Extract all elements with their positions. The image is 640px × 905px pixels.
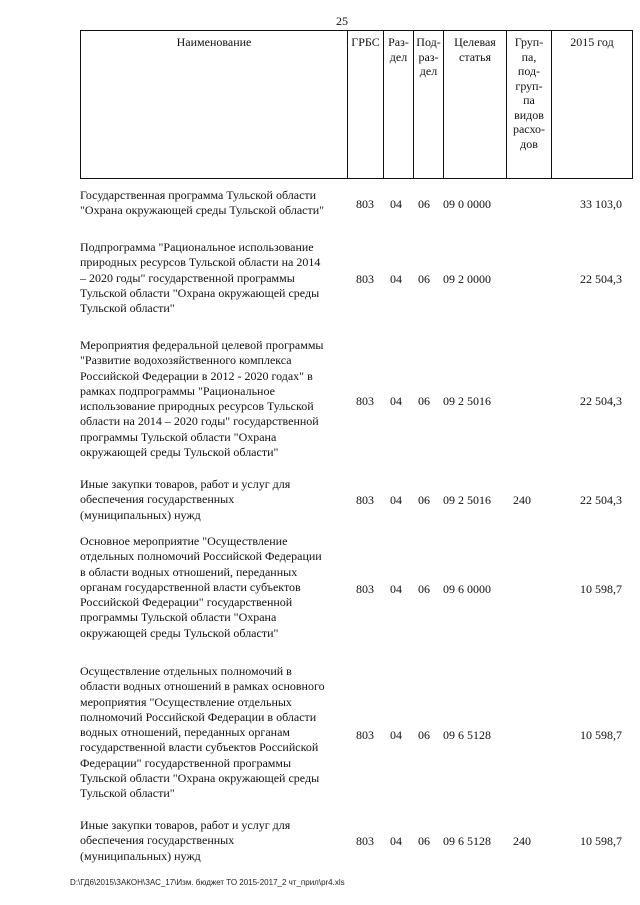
row-target-article: 09 2 5016 bbox=[443, 493, 491, 507]
row-amount: 10 598,7 bbox=[580, 728, 622, 742]
row-amount: 10 598,7 bbox=[580, 834, 622, 848]
row-podrazdel: 06 bbox=[418, 582, 430, 596]
row-podrazdel: 06 bbox=[418, 197, 430, 211]
row-amount: 33 103,0 bbox=[580, 197, 622, 211]
row-razdel: 04 bbox=[390, 728, 402, 742]
row-podrazdel: 06 bbox=[418, 272, 430, 286]
row-grbs: 803 bbox=[356, 272, 374, 286]
row-grbs: 803 bbox=[356, 834, 374, 848]
row-amount: 22 504,3 bbox=[580, 394, 622, 408]
row-grbs: 803 bbox=[356, 728, 374, 742]
row-podrazdel: 06 bbox=[418, 834, 430, 848]
row-name: Мероприятия федеральной целевой программы "Развитие водохозяйственного комплекса Российской Федерации в 2012 - 2020 годах" в рамках подпрограммы "Рациональное использование природных ресурсов Тульской области на 2014 – 2020 годы" государственной программы Тульской области "Охрана окружающей среды Тульской области" bbox=[80, 338, 324, 460]
row-target-article: 09 6 5128 bbox=[443, 728, 491, 742]
row-grbs: 803 bbox=[356, 394, 374, 408]
row-expense-group: 240 bbox=[513, 834, 531, 848]
page-number: 25 bbox=[336, 14, 348, 28]
row-amount: 22 504,3 bbox=[580, 493, 622, 507]
row-target-article: 09 6 5128 bbox=[443, 834, 491, 848]
row-name: Иные закупки товаров, работ и услуг для обеспечения государственных (муниципальных) нужд bbox=[80, 818, 291, 863]
row-podrazdel: 06 bbox=[418, 394, 430, 408]
row-name: Основное мероприятие "Осуществление отдельных полномочий Российской Федерации в области водных отношений, переданных органам государственной власти субъектов Российской Федерации" государственной программы Тульской области "Охрана окружающей среды Тульской области" bbox=[80, 534, 322, 640]
row-razdel: 04 bbox=[390, 582, 402, 596]
header-grbs: ГРБС bbox=[348, 31, 384, 179]
table-header bbox=[80, 30, 633, 179]
row-razdel: 04 bbox=[390, 834, 402, 848]
row-name: Иные закупки товаров, работ и услуг для обеспечения государственных (муниципальных) нужд bbox=[80, 477, 291, 522]
row-name: Осуществление отдельных полномочий в области водных отношений в рамках основного мероприятия "Осуществление отдельных полномочий Российской Федерации в области водных отношений, переданных органам государственной власти субъектов Российской Федерации" государственной программы Тульской области "Охрана окружающей среды Тульской области" bbox=[80, 664, 325, 801]
header-name: Наименование bbox=[81, 31, 348, 179]
row-grbs: 803 bbox=[356, 197, 374, 211]
header-podrazdel: Под- раз- дел bbox=[414, 31, 444, 179]
table-header-row bbox=[81, 31, 633, 179]
header-expense-group: Груп- па, под- груп- па видов расхо- дов bbox=[507, 31, 552, 179]
row-target-article: 09 2 5016 bbox=[443, 394, 491, 408]
row-target-article: 09 6 0000 bbox=[443, 582, 491, 596]
footer-file-path: D:\ГД6\2015\ЗАКОН\ЗАС_17\Изм. бюджет ТО 2015-2017_2 чт_прил\pr4.xls bbox=[70, 878, 345, 887]
header-razdel: Раз- дел bbox=[384, 31, 414, 179]
row-razdel: 04 bbox=[390, 272, 402, 286]
row-grbs: 803 bbox=[356, 582, 374, 596]
row-podrazdel: 06 bbox=[418, 728, 430, 742]
row-amount: 22 504,3 bbox=[580, 272, 622, 286]
row-expense-group: 240 bbox=[513, 493, 531, 507]
row-podrazdel: 06 bbox=[418, 493, 430, 507]
header-target-article: Целевая статья bbox=[444, 31, 507, 179]
row-grbs: 803 bbox=[356, 493, 374, 507]
row-razdel: 04 bbox=[390, 394, 402, 408]
row-razdel: 04 bbox=[390, 493, 402, 507]
row-name: Подпрограмма "Рациональное использование природных ресурсов Тульской области на 2014 – 2020 годы" государственной программы Тульской области "Охрана окружающей среды Тульской области" bbox=[80, 240, 321, 316]
row-target-article: 09 2 0000 bbox=[443, 272, 491, 286]
row-name: Государственная программа Тульской области "Охрана окружающей среды Тульской области" bbox=[80, 188, 325, 218]
row-razdel: 04 bbox=[390, 197, 402, 211]
row-target-article: 09 0 0000 bbox=[443, 197, 491, 211]
header-year: 2015 год bbox=[552, 31, 633, 179]
row-amount: 10 598,7 bbox=[580, 582, 622, 596]
